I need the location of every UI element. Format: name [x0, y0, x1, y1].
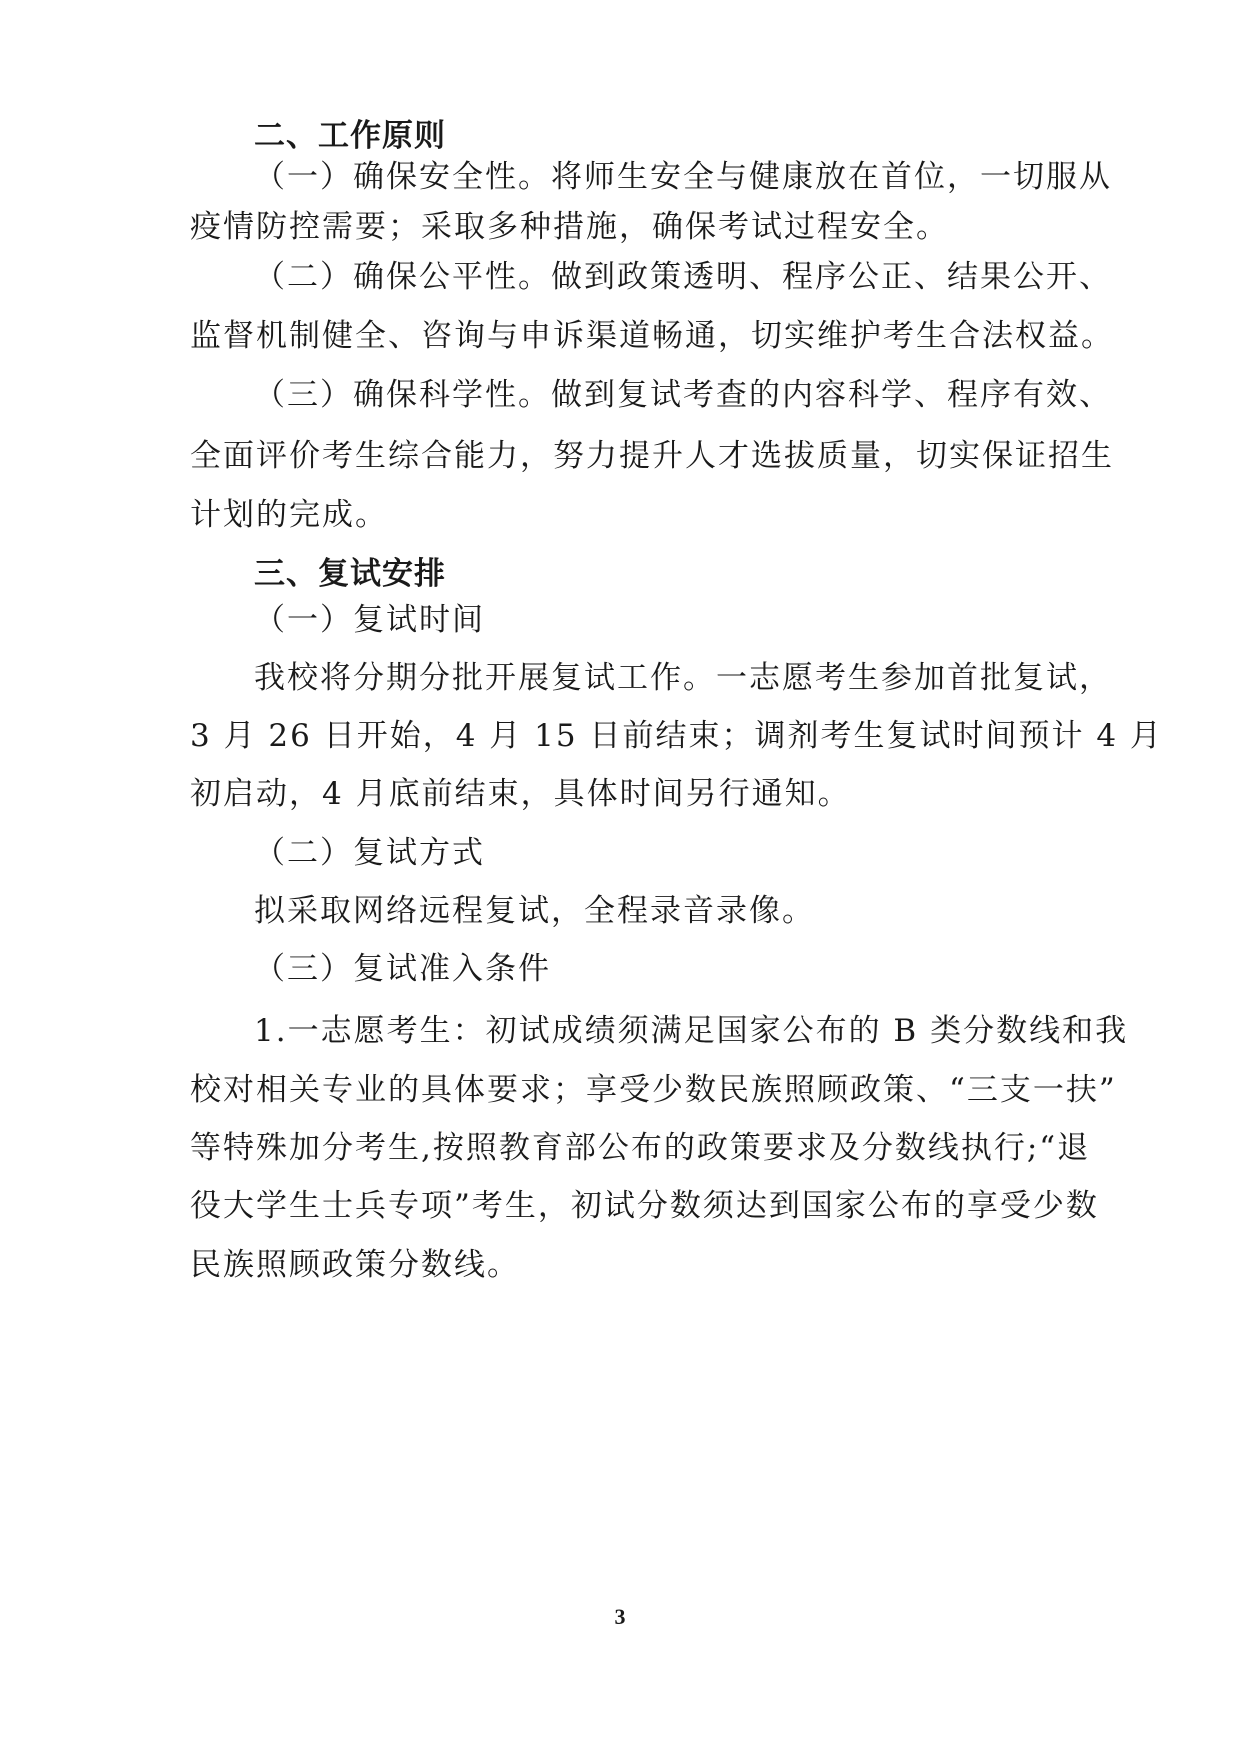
subsection-title: （三）复试准入条件: [254, 951, 551, 987]
paragraph-line: 初启动，4 月底前结束，具体时间另行通知。: [190, 776, 851, 812]
paragraph-line: 监督机制健全、咨询与申诉渠道畅通，切实维护考生合法权益。: [190, 318, 1114, 354]
paragraph-line: 民族照顾政策分数线。: [190, 1247, 520, 1283]
paragraph-line: 拟采取网络远程复试，全程录音录像。: [254, 893, 815, 929]
paragraph-line: 全面评价考生综合能力，努力提升人才选拔质量，切实保证招生: [190, 438, 1114, 474]
page-number: 3: [614, 1604, 626, 1629]
paragraph-line: 疫情防控需要；采取多种措施，确保考试过程安全。: [190, 209, 949, 245]
subsection-title: （一）复试时间: [254, 602, 485, 638]
paragraph-line: （二）确保公平性。做到政策透明、程序公正、结果公开、: [254, 259, 1112, 295]
section-heading-retest-arrangements: 三、复试安排: [254, 556, 446, 592]
paragraph-line: 3 月 26 日开始，4 月 15 日前结束；调剂考生复试时间预计 4 月: [190, 718, 1163, 754]
paragraph-line: 我校将分期分批开展复试工作。一志愿考生参加首批复试，: [254, 660, 1112, 696]
paragraph-line: 役大学生士兵专项”考生，初试分数须达到国家公布的享受少数: [190, 1188, 1099, 1224]
paragraph-line: 等特殊加分考生,按照教育部公布的政策要求及分数线执行;“退: [190, 1130, 1091, 1166]
section-heading-work-principles: 二、工作原则: [254, 118, 446, 154]
paragraph-line: 计划的完成。: [190, 497, 388, 533]
paragraph-line: （三）确保科学性。做到复试考查的内容科学、程序有效、: [254, 377, 1112, 413]
paragraph-line: 1.一志愿考生：初试成绩须满足国家公布的 B 类分数线和我: [254, 1013, 1129, 1049]
paragraph-line: 校对相关专业的具体要求；享受少数民族照顾政策、“三支一扶”: [190, 1072, 1117, 1108]
paragraph-line: （一）确保安全性。将师生安全与健康放在首位，一切服从: [254, 159, 1112, 195]
subsection-title: （二）复试方式: [254, 835, 485, 871]
